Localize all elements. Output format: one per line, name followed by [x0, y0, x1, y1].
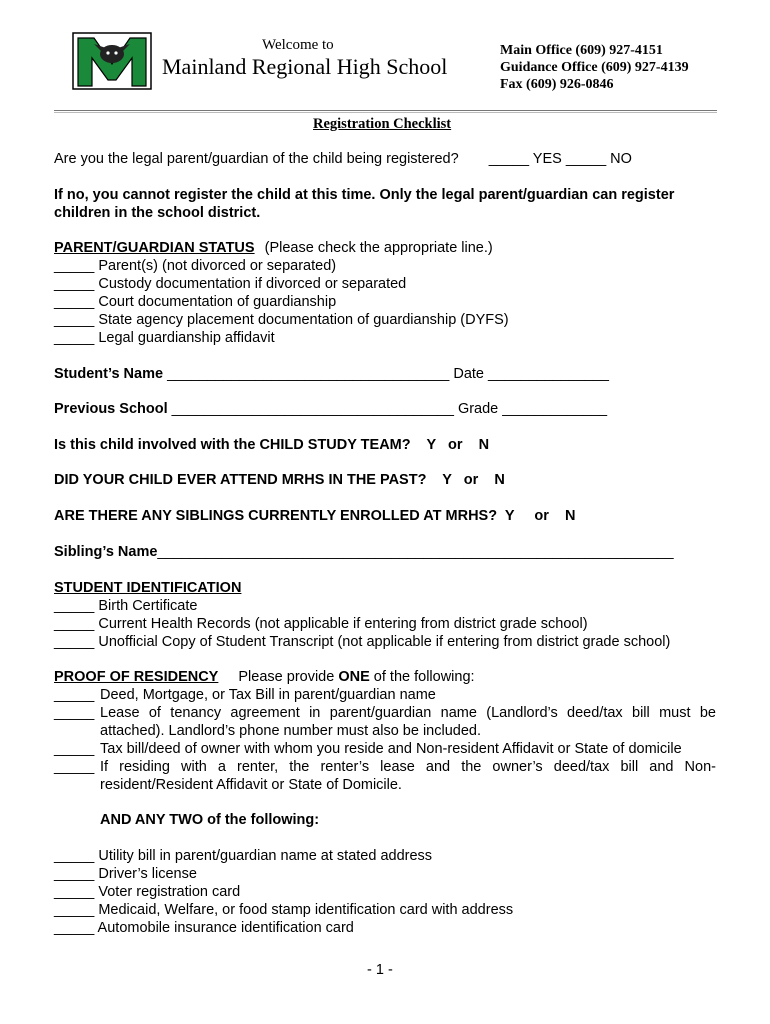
student-id-item[interactable]: _____ Birth Certificate [54, 598, 198, 614]
student-name-label: Student’s Name [54, 366, 164, 382]
residency-blank[interactable]: _____ [54, 705, 95, 721]
sibling-name-field[interactable]: ________________________________________________________________ [157, 544, 674, 560]
residency-two-item[interactable]: _____ Medicaid, Welfare, or food stamp identification card with address [54, 902, 514, 918]
residency-item-continuation: resident/Resident Affidavit or State of Domicile. [100, 777, 402, 793]
residency-blank[interactable]: _____ [54, 687, 95, 703]
parent-status-heading [54, 240, 493, 256]
header-divider [54, 110, 717, 113]
page-title: Registration Checklist [313, 116, 452, 132]
grade-field[interactable]: _____________ [502, 401, 608, 417]
student-id-heading: STUDENT IDENTIFICATION [54, 580, 242, 596]
parent-status-instruction: (Please check the appropriate line.) [264, 240, 493, 256]
residency-item: Tax bill/deed of owner with whom you reside and Non-resident Affidavit or State of domicile [100, 741, 682, 757]
guardian-yes-no[interactable]: _____ YES _____ NO [488, 151, 632, 167]
previous-school-label: Previous School [54, 401, 168, 417]
attended-question[interactable]: DID YOUR CHILD EVER ATTEND MRHS IN THE PAST? Y or N [54, 472, 505, 488]
guardian-question [54, 151, 632, 167]
parent-status-item[interactable]: _____ State agency placement documentation of guardianship (DYFS) [54, 312, 509, 328]
student-name-row [54, 366, 609, 382]
siblings-question[interactable]: ARE THERE ANY SIBLINGS CURRENTLY ENROLLED AT MRHS? Y or N [54, 508, 576, 524]
and-any-two-heading: AND ANY TWO of the following: [100, 812, 320, 828]
previous-school-row [54, 401, 607, 417]
sibling-name-label: Sibling’s Name [54, 544, 158, 560]
previous-school-field[interactable]: ___________________________________ [171, 401, 454, 417]
guidance-office-phone: Guidance Office (609) 927-4139 [500, 60, 689, 75]
warning-line-2: children in the school district. [54, 205, 261, 221]
residency-two-item[interactable]: _____ Automobile insurance identification card [54, 920, 354, 936]
student-id-item[interactable]: _____ Current Health Records (not applicable if entering from district grade school) [54, 616, 588, 632]
student-id-item[interactable]: _____ Unofficial Copy of Student Transcript (not applicable if entering from district grade school) [54, 634, 671, 650]
parent-status-item[interactable]: _____ Legal guardianship affidavit [54, 330, 275, 346]
warning-line-1: If no, you cannot register the child at this time. Only the legal parent/guardian can register [54, 187, 675, 203]
guardian-question-text: Are you the legal parent/guardian of the child being registered? [54, 151, 459, 167]
fax-number: Fax (609) 926-0846 [500, 77, 614, 92]
residency-item: Lease of tenancy agreement in parent/guardian name (Landlord’s deed/tax bill must be [100, 705, 716, 721]
residency-item: If residing with a renter, the renter’s lease and the owner’s deed/tax bill and Non- [100, 759, 716, 775]
residency-instruction-pre: Please provide [238, 669, 335, 685]
residency-blank[interactable]: _____ [54, 741, 95, 757]
sibling-name-row [54, 544, 674, 560]
residency-two-item[interactable]: _____ Voter registration card [54, 884, 241, 900]
welcome-text: Welcome to [262, 37, 334, 53]
residency-blank[interactable]: _____ [54, 759, 95, 775]
date-label: Date [453, 366, 484, 382]
main-office-phone: Main Office (609) 927-4151 [500, 43, 663, 58]
parent-status-item[interactable]: _____ Parent(s) (not divorced or separated) [54, 258, 337, 274]
date-field[interactable]: _______________ [488, 366, 609, 382]
grade-label: Grade [457, 401, 499, 417]
residency-item: Deed, Mortgage, or Tax Bill in parent/guardian name [100, 687, 436, 703]
residency-item-continuation: attached). Landlord’s phone number must also be included. [100, 723, 482, 739]
residency-instruction-post: of the following: [373, 669, 475, 685]
parent-status-item[interactable]: _____ Court documentation of guardianship [54, 294, 337, 310]
residency-two-item[interactable]: _____ Utility bill in parent/guardian name at stated address [54, 848, 433, 864]
parent-status-title: PARENT/GUARDIAN STATUS [54, 240, 255, 256]
residency-heading: PROOF OF RESIDENCY [54, 669, 219, 685]
residency-instruction-bold: ONE [338, 669, 370, 685]
child-study-question[interactable]: Is this child involved with the CHILD STUDY TEAM? Y or N [54, 437, 490, 453]
school-logo [72, 32, 152, 90]
student-name-field[interactable]: ___________________________________ [167, 366, 450, 382]
residency-heading-row [54, 669, 475, 685]
parent-status-item[interactable]: _____ Custody documentation if divorced or separated [54, 276, 407, 292]
residency-two-item[interactable]: _____ Driver’s license [54, 866, 197, 882]
school-name: Mainland Regional High School [162, 54, 448, 79]
page-number: - 1 - [367, 962, 393, 978]
